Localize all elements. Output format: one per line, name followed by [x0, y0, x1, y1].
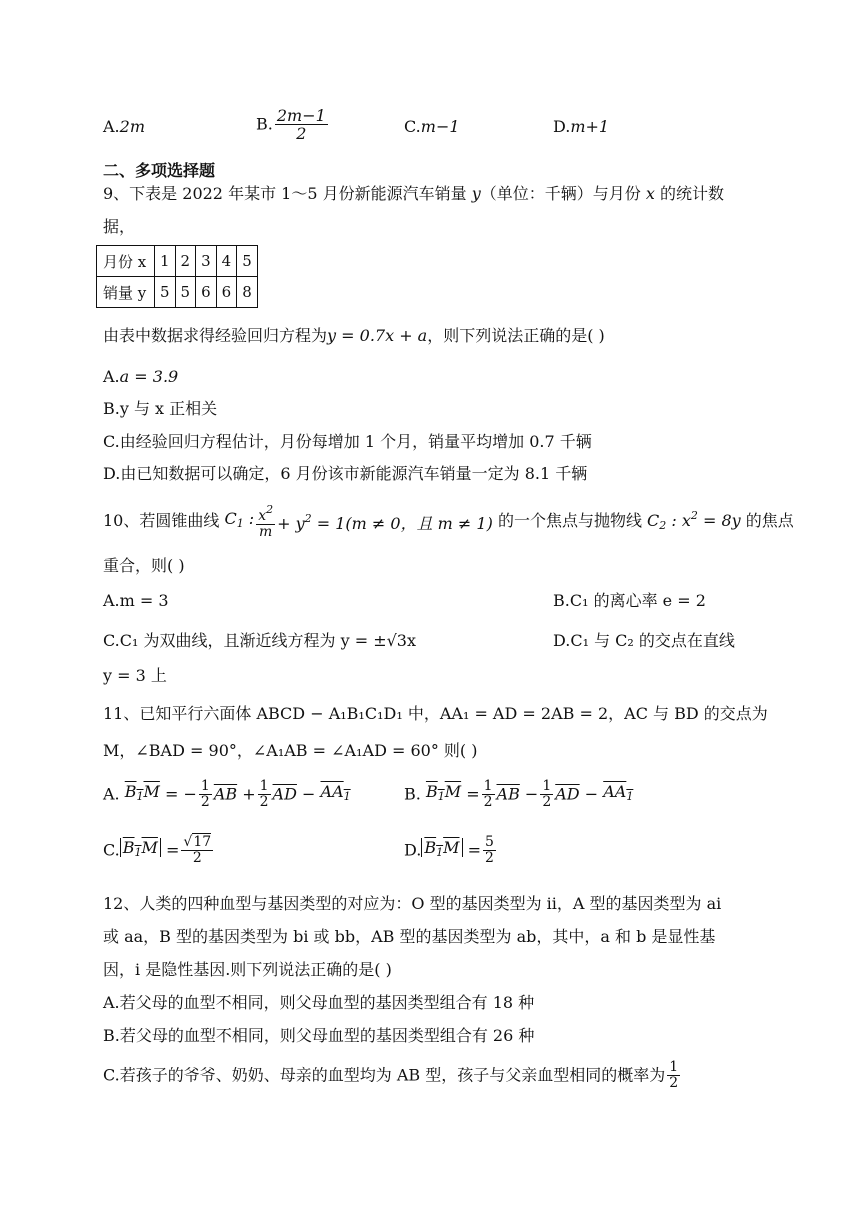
q12-option-a: A.若父母的血型不相同，则父母血型的基因类型组合有 18 种 [103, 993, 535, 1012]
q11-option-c: C. $B_1M$ = $\frac{√17}{2}$ [103, 834, 212, 866]
q12-stem: 12、人类的四种血型与基因类型的对应为：O 型的基因类型为 ii，A 型的基因类型为 ai [103, 894, 722, 913]
table-cell: 5 [155, 277, 176, 308]
table-cell: 6 [216, 277, 237, 308]
table-row [97, 246, 258, 277]
q11-option-d: D. $B_1M$ = $\frac{5}{2}$ [404, 834, 494, 866]
q10-option-b: B.C₁ 的离心率 e = 2 [553, 591, 706, 610]
q8-option-a: A.2m [103, 117, 145, 136]
q10-stem: 10、若圆锥曲线 $C_1$ : $\frac{x^2}{m}$ + $y^2 = 1(m \ne 0$，且 m ≠ 1) 的一个焦点与抛物线 $C_2$ : $x^2 = 8y$ 的焦点 [103, 503, 794, 540]
q10-option-a: A.m = 3 [103, 591, 169, 610]
q12-stem-cont-2: 因，i 是隐性基因.则下列说法正确的是( ) [103, 960, 392, 979]
q9-option-a: A.a = 3.9 [103, 367, 179, 386]
q9-stem-cont: 据， [103, 217, 136, 236]
table-cell: 5 [237, 246, 258, 277]
section-heading: 二、多项选择题 [103, 161, 216, 180]
q9-option-c: C.由经验回归方程估计，月份每增加 1 个月，销量平均增加 0.7 千辆 [103, 432, 592, 451]
q9-formula-line: 由表中数据求得经验回归方程为y = 0.7x + a，则下列说法正确的是( ) [103, 326, 605, 345]
q11-option-a: A. $B_1M$ = − $\frac{1}{2}$ $\overline{AB}$ + $\frac{1}{2}$ $\overline{AD} - AA_1$ [103, 778, 351, 810]
q10-option-d: D.C₁ 与 C₂ 的交点在直线 [553, 631, 735, 650]
q8-option-c: C.m−1 [404, 117, 460, 136]
q10-stem-cont: 重合，则( ) [103, 556, 185, 575]
table-row [97, 277, 258, 308]
q8-option-d: D.m+1 [553, 117, 610, 136]
q12-stem-cont-1: 或 aa，B 型的基因类型为 bi 或 bb，AB 型的基因类型为 ab，其中，a 和 b 是显性基 [103, 927, 716, 946]
q11-option-b: B. $B_1M$ = $\frac{1}{2}$ $\overline{AB}$ − $\frac{1}{2}$ $\overline{AD} - AA_1$ [404, 778, 634, 810]
q11-stem-cont: M，∠BAD = 90°，∠A₁AB = ∠A₁AD = 60° 则( ) [103, 741, 478, 760]
table-cell: 5 [175, 277, 196, 308]
regression-formula: y = 0.7x + a [327, 326, 428, 345]
table-cell: 6 [196, 277, 217, 308]
q9-data-table [96, 245, 258, 308]
table-cell: 2 [175, 246, 196, 277]
q9-stem: 9、下表是 2022 年某市 1～5 月份新能源汽车销量 y（单位：千辆）与月份 x 的统计数 [103, 184, 724, 203]
table-cell: 4 [216, 246, 237, 277]
q12-option-c: C.若孩子的爷爷、奶奶、母亲的血型均为 AB 型，孩子与父亲血型相同的概率为 $\frac{1}{2}$ [103, 1059, 679, 1091]
table-cell: 8 [237, 277, 258, 308]
table-cell: 3 [196, 246, 217, 277]
table-row-label: 销量 y [97, 277, 155, 308]
q9-option-d: D.由已知数据可以确定，6 月份该市新能源汽车销量一定为 8.1 千辆 [103, 464, 588, 483]
q9-option-b: B.y 与 x 正相关 [103, 399, 218, 418]
table-row-label: 月份 x [97, 246, 155, 277]
table-cell: 1 [155, 246, 176, 277]
q10-option-c: C.C₁ 为双曲线，且渐近线方程为 y = ±√3x [103, 631, 417, 650]
q12-option-b: B.若父母的血型不相同，则父母血型的基因类型组合有 26 种 [103, 1026, 535, 1045]
q11-stem: 11、已知平行六面体 ABCD − A₁B₁C₁D₁ 中，AA₁ = AD = 2AB = 2，AC 与 BD 的交点为 [103, 704, 768, 723]
q8-option-b: B. $\frac{2m-1}{2}$ [256, 106, 326, 143]
q10-option-d-cont: y = 3 上 [103, 666, 167, 685]
